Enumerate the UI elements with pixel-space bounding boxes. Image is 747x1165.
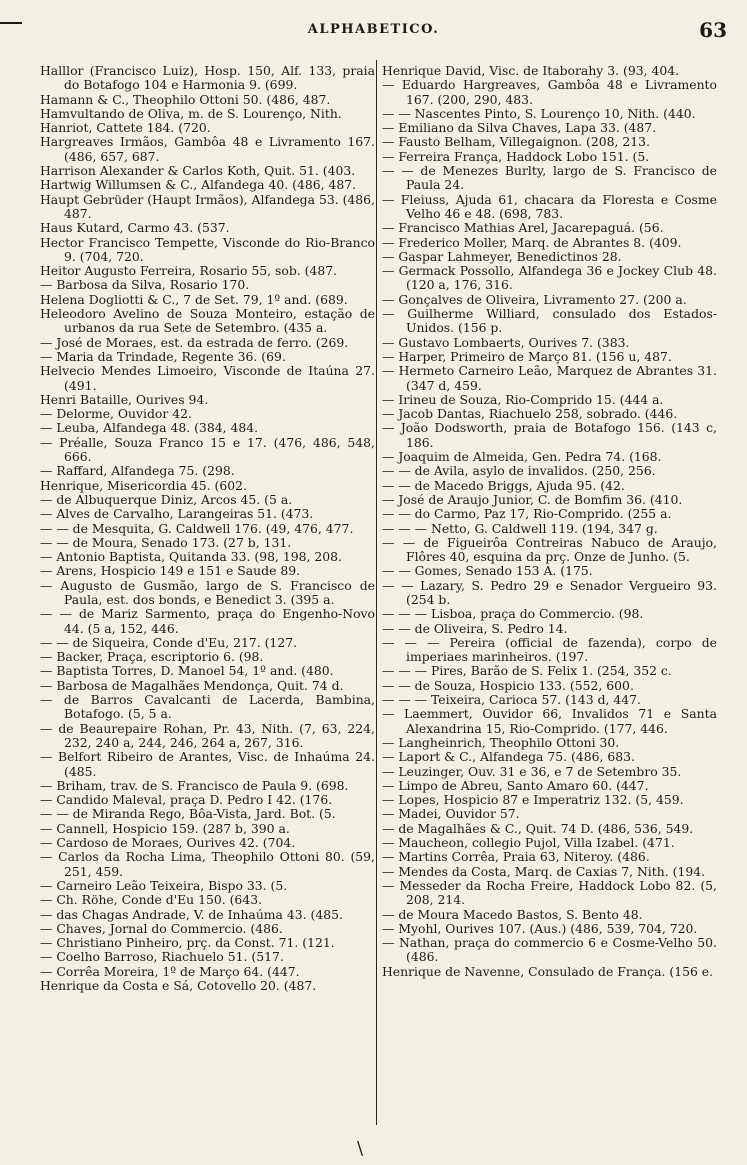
directory-entry: — Chaves, Jornal do Commercio. (486. — [40, 920, 283, 936]
directory-entry: — Emiliano da Silva Chaves, Lapa 33. (487. — [382, 120, 657, 136]
directory-entry: — José de Moraes, est. da estrada de ferro. (269. — [40, 334, 349, 350]
directory-entry: — Messeder da Rocha Freire, Haddock Lobo 82. (5, 208, 214. — [382, 877, 717, 908]
directory-entry: — Langheinrich, Theophilo Ottoni 30. — [382, 734, 620, 750]
directory-entry: — Laport & C., Alfandega 75. (486, 683. — [382, 749, 635, 765]
directory-entry: — Joaquim de Almeida, Gen. Pedra 74. (168. — [382, 449, 662, 465]
directory-entry: — — Lazary, S. Pedro 29 e Senador Vergueiro 93. (254 b. — [382, 577, 717, 607]
directory-entry: — Arens, Hospicio 149 e 151 e Saude 89. — [40, 563, 301, 579]
directory-entry: — — — Teixeira, Carioca 57. (143 d, 447. — [382, 692, 641, 708]
directory-entry: — Eduardo Hargreaves, Gambôa 48 e Livramento 167. (200, 290, 483. — [382, 77, 717, 107]
directory-entry: — — de Souza, Hospicio 133. (552, 600. — [382, 677, 634, 693]
directory-entry: Hector Francisco Tempette, Visconde do Rio-Branco 9. (704, 720. — [40, 234, 375, 264]
directory-entry: — Germack Possollo, Alfandega 36 e Jockey Club 48. (120 a, 176, 316. — [382, 263, 717, 293]
directory-entry: — Corrêa Moreira, 1º de Março 64. (447. — [40, 963, 300, 979]
directory-entry: Haupt Gebrüder (Haupt Irmãos), Alfandega 53. (486, 487. — [40, 191, 376, 221]
directory-entry: — Gonçalves de Oliveira, Livramento 27. (200 a. — [382, 291, 687, 307]
column-divider — [376, 60, 377, 1125]
directory-entry: Hargreaves Irmãos, Gambôa 48 e Livramento 167. (486, 657, 687. — [40, 134, 375, 164]
directory-entry: — Fausto Belham, Villegaignon. (208, 213. — [382, 134, 650, 150]
directory-entry: Heitor Augusto Ferreira, Rosario 55, sob. (487. — [40, 263, 338, 279]
directory-entry: — Fleiuss, Ajuda 61, chacara da Floresta e Cosme Velho 46 e 48. (698, 783. — [382, 191, 717, 221]
directory-entry: — de Magalhães & C., Quit. 74 D. (486, 536, 549. — [382, 820, 694, 836]
directory-entry: — — de Oliveira, S. Pedro 14. — [382, 620, 568, 636]
directory-entry: — Backer, Praça, escriptorio 6. (98. — [40, 649, 264, 665]
directory-entry: — das Chagas Andrade, V. de Inhaúma 43. (485. — [40, 906, 343, 922]
directory-entry: — Francisco Mathias Arel, Jacarepaguá. (56. — [382, 220, 664, 236]
directory-entry: — — Nascentes Pinto, S. Lourenço 10, Nith. (440. — [382, 105, 696, 121]
directory-entry: — Myohl, Ourives 107. (Aus.) (486, 539, 704, 720. — [382, 920, 698, 936]
directory-entry: Henri Bataille, Ourives 94. — [40, 391, 209, 407]
directory-entry: — de Moura Macedo Bastos, S. Bento 48. — [382, 906, 643, 922]
directory-entry: Hamann & C., Theophilo Ottoni 50. (486, 487. — [40, 91, 331, 107]
directory-entry: — — de Miranda Rego, Bôa-Vista, Jard. Bot. (5. — [40, 806, 336, 822]
directory-entry: — Préalle, Souza Franco 15 e 17. (476, 486, 548, 666. — [40, 434, 375, 465]
directory-entry: — de Albuquerque Diniz, Arcos 45. (5 a. — [40, 491, 293, 507]
left-column — [40, 64, 375, 993]
directory-entry: — — do Carmo, Paz 17, Rio-Comprido. (255 a. — [382, 506, 672, 522]
directory-entry: — — de Avila, asylo de invalidos. (250, 256. — [382, 463, 656, 479]
directory-entry: — Frederico Moller, Marq. de Abrantes 8. (409. — [382, 234, 682, 250]
directory-entry: — Baptista Torres, D. Manoel 54, 1º and. (480. — [40, 663, 334, 679]
directory-entry: — Leuba, Alfandega 48. (384, 484. — [40, 420, 259, 436]
directory-entry: — — — Pires, Barão de S. Felix 1. (254, 352 c. — [382, 663, 672, 679]
directory-entry: — — de Figueirôa Contreiras Nabuco de Araujo, Flôres 40, esquina da prç. Onze de Junho. (5. — [382, 534, 717, 565]
directory-entry: — Madei, Ouvidor 57. — [382, 806, 520, 822]
directory-entry: — Christiano Pinheiro, prç. da Const. 71. (121. — [40, 935, 335, 951]
directory-entry: — — de Mesquita, G. Caldwell 176. (49, 476, 477. — [40, 520, 354, 536]
directory-entry: — Laemmert, Ouvidor 66, Invalidos 71 e Santa Alexandrina 15, Rio-Comprido. (177, 446. — [382, 706, 717, 736]
directory-entry: — — Gomes, Senado 153 A. (175. — [382, 563, 593, 579]
directory-entry: — Carneiro Leão Teixeira, Bispo 33. (5. — [40, 877, 288, 893]
directory-entry: — Gustavo Lombaerts, Ourives 7. (383. — [382, 334, 630, 350]
directory-entry: — de Beaurepaire Rohan, Pr. 43, Nith. (7, 63, 224, 232, 240 a, 244, 246, 264 a, 267, 316. — [40, 720, 375, 750]
directory-entry: — Antonio Baptista, Quitanda 33. (98, 198, 208. — [40, 549, 342, 565]
page-title: ALPHABETICO. — [307, 22, 440, 37]
directory-entry: — Nathan, praça do commercio 6 e Cosme-Velho 50. (486. — [382, 935, 717, 965]
directory-entry: — — de Siqueira, Conde d'Eu, 217. (127. — [40, 634, 298, 650]
directory-entry: — — de Macedo Briggs, Ajuda 95. (42. — [382, 477, 625, 493]
directory-entry: Hanriot, Cattete 184. (720. — [40, 120, 211, 136]
directory-entry: — Martins Corrêa, Praia 63, Niteroy. (486. — [382, 849, 650, 865]
directory-entry: — Gaspar Lahmeyer, Benedictinos 28. — [382, 248, 622, 264]
directory-entry: — Irineu de Souza, Rio-Comprido 15. (444 a. — [382, 391, 664, 407]
page-number: 63 — [699, 18, 727, 42]
directory-entry: Heleodoro Avelino de Souza Monteiro, estação de urbanos da rua Sete de Setembro. (435 a. — [40, 306, 375, 336]
directory-entry: Hamvultando de Oliva, m. de S. Lourenço, Nith. — [40, 105, 342, 121]
directory-entry: — — — Netto, G. Caldwell 119. (194, 347 g. — [382, 520, 658, 536]
directory-entry: Haus Kutard, Carmo 43. (537. — [40, 220, 230, 236]
directory-entry: — João Dodsworth, praia de Botafogo 156. (143 c, 186. — [382, 420, 717, 450]
directory-entry: — Lopes, Hospicio 87 e Imperatriz 132. (5, 459. — [382, 792, 684, 808]
directory-entry: Helena Dogliotti & C., 7 de Set. 79, 1º and. (689. — [40, 291, 348, 307]
directory-entry: Henrique da Costa e Sá, Cotovello 20. (487. — [40, 978, 317, 993]
directory-entry: — José de Araujo Junior, C. de Bomfim 36. (410. — [382, 491, 683, 507]
directory-entry: — Ferreira França, Haddock Lobo 151. (5. — [382, 148, 650, 164]
directory-entry: — Barbosa da Silva, Rosario 170. — [40, 277, 250, 293]
directory-entry: Harrison Alexander & Carlos Koth, Quit. 51. (403. — [40, 163, 356, 179]
directory-entry: Helvecio Mendes Limoeiro, Visconde de Itaúna 27. (491. — [40, 363, 375, 393]
directory-entry: — Mendes da Costa, Marq. de Caxias 7, Nith. (194. — [382, 863, 706, 879]
right-column — [382, 64, 717, 979]
directory-entry: — Cardoso de Moraes, Ourives 42. (704. — [40, 835, 296, 851]
directory-entry: — Hermeto Carneiro Leão, Marquez de Abrantes 31. (347 d, 459. — [382, 363, 717, 393]
directory-entry: — Maucheon, collegio Pujol, Villa Izabel. (471. — [382, 835, 675, 851]
directory-entry: — Augusto de Gusmão, largo de S. Francisco de Paula, est. dos bonds, e Benedict 3. (395 a. — [40, 577, 375, 607]
directory-entry: — Harper, Primeiro de Março 81. (156 u, 487. — [382, 348, 672, 364]
directory-entry: Henrique David, Visc. de Itaborahy 3. (93, 404. — [382, 63, 680, 78]
directory-entry: — Belfort Ribeiro de Arantes, Visc. de Inhaúma 24. (485. — [40, 749, 375, 779]
directory-entry: — Maria da Trindade, Regente 36. (69. — [40, 348, 286, 364]
page-header — [0, 18, 747, 46]
directory-entry: — de Barros Cavalcanti de Lacerda, Bambina, Botafogo. (5, 5 a. — [40, 692, 375, 722]
directory-entry: — Delorme, Ouvidor 42. — [40, 406, 192, 422]
directory-entry: — Limpo de Abreu, Santo Amaro 60. (447. — [382, 777, 649, 793]
directory-entry: — Barbosa de Magalhães Mendonça, Quit. 74 d. — [40, 677, 344, 693]
directory-entry: — — de Moura, Senado 173. (27 b, 131. — [40, 534, 292, 550]
directory-entry: Hartwig Willumsen & C., Alfandega 40. (486, 487. — [40, 177, 357, 193]
footer-mark: \ — [357, 1138, 364, 1159]
directory-entry: — Ch. Röhe, Conde d'Eu 150. (643. — [40, 892, 263, 908]
directory-entry: — — — Pereira (official de fazenda), corpo de imperiaes marinheiros. (197. — [382, 634, 717, 665]
directory-entry: — Alves de Carvalho, Larangeiras 51. (473. — [40, 506, 314, 522]
directory-entry: — — de Mariz Sarmento, praça do Engenho-Novo 44. (5 a, 152, 446. — [40, 606, 375, 636]
directory-entry: — Coelho Barroso, Riachuelo 51. (517. — [40, 949, 284, 965]
directory-entry: — Guilherme Williard, consulado dos Estados-Unidos. (156 p. — [382, 306, 717, 336]
directory-entry: — — — Lisboa, praça do Commercio. (98. — [382, 606, 644, 622]
directory-entry: — Briham, trav. de S. Francisco de Paula 9. (698. — [40, 777, 349, 793]
directory-entry: — Jacob Dantas, Riachuelo 258, sobrado. (446. — [382, 406, 678, 422]
directory-entry: — Candido Maleval, praça D. Pedro I 42. (176. — [40, 792, 333, 808]
directory-entry: — — de Menezes Burlty, largo de S. Francisco de Paula 24. — [382, 163, 717, 193]
directory-entry: — Carlos da Rocha Lima, Theophilo Ottoni 80. (59, 251, 459. — [40, 849, 375, 879]
directory-entry: Henrique, Misericordia 45. (602. — [40, 477, 247, 493]
directory-entry: — Cannell, Hospicio 159. (287 b, 390 a. — [40, 820, 290, 836]
directory-entry: — Leuzinger, Ouv. 31 e 36, e 7 de Setembro 35. — [382, 763, 682, 779]
directory-entry: Henrique de Navenne, Consulado de França. (156 e. — [382, 963, 714, 979]
directory-entry: — Raffard, Alfandega 75. (298. — [40, 463, 235, 479]
directory-entry: Halllor (Francisco Luiz), Hosp. 150, Alf. 133, praia do Botafogo 104 e Harmonia 9. (699. — [40, 63, 375, 93]
